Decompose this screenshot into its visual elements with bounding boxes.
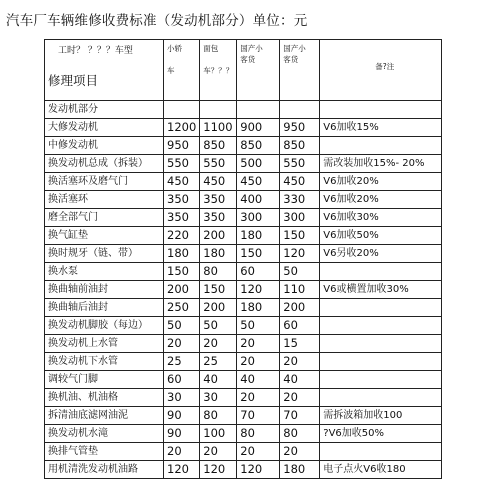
repair-item-cell: 换时规牙（链、带）: [45, 245, 164, 263]
price-domestic-b-cell: 15: [280, 335, 320, 353]
price-domestic-b-cell: 330: [280, 191, 320, 209]
header-col-note: [320, 40, 442, 101]
price-domestic-a-cell: 450: [237, 173, 280, 191]
note-cell: V6加收20%: [320, 191, 442, 209]
section-empty-cell: [200, 101, 237, 119]
section-label: 发动机部分: [45, 101, 164, 119]
price-van-cell: 450: [200, 173, 237, 191]
table-row: [45, 353, 442, 371]
note-cell: [320, 299, 442, 317]
table-row: [45, 227, 442, 245]
price-van-cell: 850: [200, 137, 237, 155]
note-cell: [320, 335, 442, 353]
price-car-cell: 200: [164, 281, 200, 299]
table-row: [45, 425, 442, 443]
price-van-cell: 80: [200, 407, 237, 425]
price-car-cell: 25: [164, 353, 200, 371]
price-car-cell: 30: [164, 389, 200, 407]
price-domestic-a-cell: 150: [237, 245, 280, 263]
header-col-domestic-b-line2: 客货: [283, 55, 299, 64]
note-cell: V6加收15%: [320, 119, 442, 137]
repair-item-cell: 换排气管垫: [45, 443, 164, 461]
header-col-van-line2: 车？？？: [203, 66, 234, 75]
header-col-car-line2: 车: [167, 66, 175, 75]
price-car-cell: 250: [164, 299, 200, 317]
price-van-cell: 50: [200, 317, 237, 335]
header-col-domestic-a-line2: 客货: [240, 55, 256, 64]
price-car-cell: 20: [164, 443, 200, 461]
price-car-cell: 120: [164, 461, 200, 479]
price-domestic-b-cell: 20: [280, 389, 320, 407]
header-col-van-line1: 面包: [203, 44, 219, 53]
section-row: [45, 101, 442, 119]
note-cell: V6另收20%: [320, 245, 442, 263]
header-row: [45, 40, 442, 101]
table-row: [45, 263, 442, 281]
price-car-cell: 1200: [164, 119, 200, 137]
note-cell: [320, 263, 442, 281]
header-repair-item-label: 修理项目: [48, 73, 99, 88]
price-car-cell: 90: [164, 407, 200, 425]
section-empty-cell: [237, 101, 280, 119]
price-domestic-b-cell: 70: [280, 407, 320, 425]
table-row: [45, 119, 442, 137]
price-domestic-a-cell: 50: [237, 317, 280, 335]
table-row: [45, 317, 442, 335]
price-domestic-a-cell: 20: [237, 443, 280, 461]
price-domestic-a-cell: 850: [237, 137, 280, 155]
price-car-cell: 60: [164, 371, 200, 389]
table-row: [45, 155, 442, 173]
price-van-cell: 200: [200, 299, 237, 317]
repair-item-cell: 换发动机水滝: [45, 425, 164, 443]
repair-item-cell: 调较气门脚: [45, 371, 164, 389]
table-row: [45, 245, 442, 263]
price-van-cell: 200: [200, 227, 237, 245]
header-col-car: [164, 40, 200, 101]
header-col-domestic-a-line1: 国产小: [240, 44, 263, 53]
table-row: [45, 335, 442, 353]
note-cell: V6加收30%: [320, 209, 442, 227]
repair-item-cell: 换机油、机油格: [45, 389, 164, 407]
table-row: [45, 173, 442, 191]
price-domestic-b-cell: 120: [280, 245, 320, 263]
price-car-cell: 50: [164, 317, 200, 335]
repair-item-cell: 用机清洗发动机油路: [45, 461, 164, 479]
price-van-cell: 120: [200, 461, 237, 479]
note-cell: [320, 353, 442, 371]
note-cell: [320, 137, 442, 155]
price-table: [44, 39, 442, 479]
price-domestic-a-cell: 180: [237, 299, 280, 317]
repair-item-cell: 换发动机上水管: [45, 335, 164, 353]
note-cell: [320, 371, 442, 389]
price-van-cell: 180: [200, 245, 237, 263]
price-domestic-b-cell: 40: [280, 371, 320, 389]
header-col-domestic-b-line1: 国产小: [283, 44, 306, 53]
price-car-cell: 450: [164, 173, 200, 191]
price-domestic-a-cell: 180: [237, 227, 280, 245]
section-empty-cell: [320, 101, 442, 119]
price-domestic-b-cell: 850: [280, 137, 320, 155]
repair-item-cell: 换发动机下水管: [45, 353, 164, 371]
price-domestic-b-cell: 300: [280, 209, 320, 227]
price-van-cell: 20: [200, 335, 237, 353]
header-col-van: [200, 40, 237, 101]
header-diagonal-cell: [45, 40, 164, 101]
price-car-cell: 150: [164, 263, 200, 281]
price-domestic-a-cell: 300: [237, 209, 280, 227]
repair-item-cell: 拆清油底滤网油泥: [45, 407, 164, 425]
table-row: [45, 137, 442, 155]
table-row: [45, 371, 442, 389]
note-cell: [320, 389, 442, 407]
price-car-cell: 550: [164, 155, 200, 173]
repair-item-cell: 换曲轴后油封: [45, 299, 164, 317]
price-car-cell: 950: [164, 137, 200, 155]
price-van-cell: 100: [200, 425, 237, 443]
page-title: 汽车厂车辆维修收费标准（发动机部分）单位：元: [6, 13, 308, 29]
price-car-cell: 350: [164, 209, 200, 227]
repair-item-cell: 磨全部气门: [45, 209, 164, 227]
repair-item-cell: 换曲轴前油封: [45, 281, 164, 299]
header-col-domestic-b: [280, 40, 320, 101]
repair-item-cell: 换发动机脚胶（每边）: [45, 317, 164, 335]
table-row: [45, 191, 442, 209]
note-cell: 电子点火V6收180: [320, 461, 442, 479]
section-empty-cell: [280, 101, 320, 119]
price-domestic-a-cell: 20: [237, 353, 280, 371]
price-van-cell: 40: [200, 371, 237, 389]
note-cell: V6加收20%: [320, 173, 442, 191]
price-domestic-a-cell: 120: [237, 461, 280, 479]
note-cell: [320, 443, 442, 461]
repair-item-cell: 换气缸垫: [45, 227, 164, 245]
repair-item-cell: 中修发动机: [45, 137, 164, 155]
price-domestic-a-cell: 20: [237, 389, 280, 407]
note-cell: V6加收50%: [320, 227, 442, 245]
repair-item-cell: 大修发动机: [45, 119, 164, 137]
note-cell: 需改装加收15%- 20%: [320, 155, 442, 173]
price-domestic-b-cell: 550: [280, 155, 320, 173]
price-domestic-b-cell: 20: [280, 353, 320, 371]
header-vehicle-type-label: 工时？ ？？？车型: [58, 46, 133, 56]
note-cell: ?V6加收50%: [320, 425, 442, 443]
price-van-cell: 550: [200, 155, 237, 173]
price-van-cell: 80: [200, 263, 237, 281]
price-domestic-b-cell: 180: [280, 461, 320, 479]
table-row: [45, 209, 442, 227]
price-domestic-a-cell: 400: [237, 191, 280, 209]
price-domestic-b-cell: 450: [280, 173, 320, 191]
repair-item-cell: 换活塞环及磨气门: [45, 173, 164, 191]
header-col-car-line1: 小轿: [167, 44, 182, 53]
note-cell: 需拆波箱加收100: [320, 407, 442, 425]
price-van-cell: 20: [200, 443, 237, 461]
price-domestic-b-cell: 110: [280, 281, 320, 299]
table-row: [45, 443, 442, 461]
price-car-cell: 20: [164, 335, 200, 353]
section-empty-cell: [164, 101, 200, 119]
table-row: [45, 407, 442, 425]
price-car-cell: 350: [164, 191, 200, 209]
header-col-domestic-a: [237, 40, 280, 101]
price-domestic-a-cell: 120: [237, 281, 280, 299]
repair-item-cell: 换水泵: [45, 263, 164, 281]
price-domestic-a-cell: 20: [237, 335, 280, 353]
price-domestic-a-cell: 70: [237, 407, 280, 425]
header-col-note-label: 备?注: [375, 62, 395, 71]
price-domestic-b-cell: 200: [280, 299, 320, 317]
price-domestic-b-cell: 20: [280, 443, 320, 461]
price-car-cell: 180: [164, 245, 200, 263]
price-van-cell: 350: [200, 209, 237, 227]
price-van-cell: 30: [200, 389, 237, 407]
price-car-cell: 90: [164, 425, 200, 443]
repair-item-cell: 换发动机总成（拆装）: [45, 155, 164, 173]
table-row: [45, 461, 442, 479]
price-domestic-a-cell: 900: [237, 119, 280, 137]
price-domestic-b-cell: 950: [280, 119, 320, 137]
price-van-cell: 350: [200, 191, 237, 209]
price-domestic-a-cell: 80: [237, 425, 280, 443]
price-van-cell: 25: [200, 353, 237, 371]
price-domestic-b-cell: 150: [280, 227, 320, 245]
price-domestic-b-cell: 80: [280, 425, 320, 443]
price-van-cell: 150: [200, 281, 237, 299]
table-row: [45, 281, 442, 299]
price-van-cell: 1100: [200, 119, 237, 137]
price-domestic-a-cell: 500: [237, 155, 280, 173]
note-cell: V6或横置加收30%: [320, 281, 442, 299]
price-domestic-a-cell: 60: [237, 263, 280, 281]
price-domestic-b-cell: 50: [280, 263, 320, 281]
price-domestic-a-cell: 40: [237, 371, 280, 389]
repair-item-cell: 换活塞环: [45, 191, 164, 209]
table-row: [45, 299, 442, 317]
price-domestic-b-cell: 60: [280, 317, 320, 335]
note-cell: [320, 317, 442, 335]
table-row: [45, 389, 442, 407]
price-car-cell: 220: [164, 227, 200, 245]
